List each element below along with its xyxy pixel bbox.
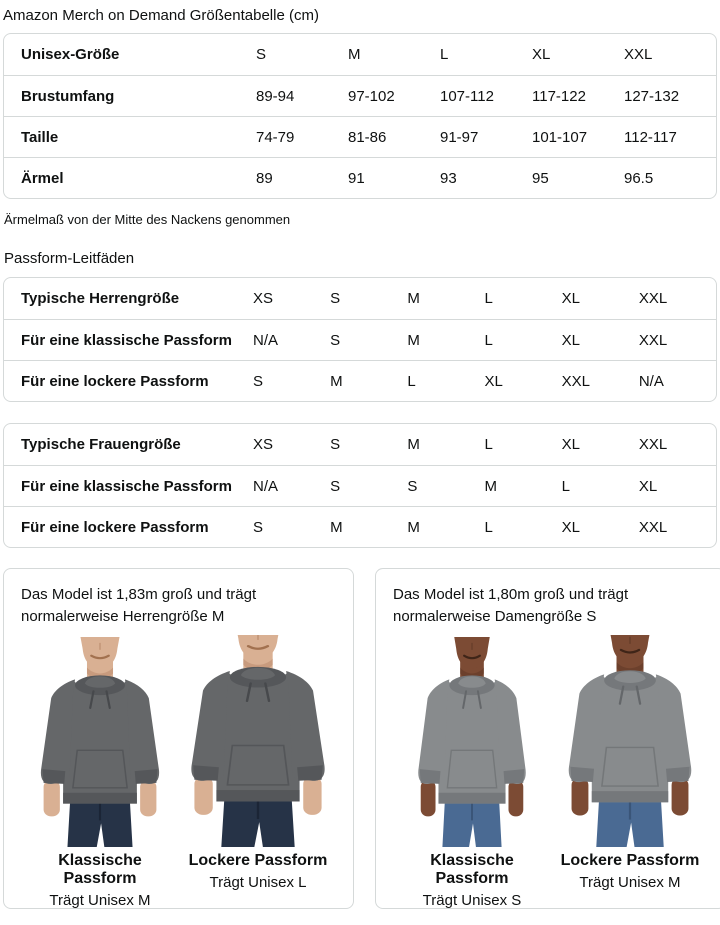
model-cards (3, 568, 717, 909)
fit-value: L (484, 331, 493, 349)
table-row (4, 116, 716, 157)
male-model-loose-fit-photo (179, 635, 337, 847)
table-row (4, 465, 716, 506)
fit-value: XS (253, 290, 274, 307)
row-label: Unisex-Größe (21, 46, 120, 63)
classic-fit-column (393, 635, 551, 909)
row-label: Typische Frauengröße (21, 436, 181, 453)
fit-caption-title: Klassische Passform (58, 851, 142, 887)
table-row (4, 360, 716, 401)
column-header: XL (532, 46, 551, 63)
female-model-card (375, 568, 720, 909)
page-title: Amazon Merch on Demand Größentabelle (cm) (3, 7, 319, 24)
female-model-loose-fit-photo (551, 635, 709, 847)
fit-value: S (330, 436, 341, 453)
sleeve-measure-note: Ärmelmaß von der Mitte des Nackens genommen (4, 212, 291, 227)
table-header-row (4, 34, 716, 75)
model-description: Das Model ist 1,80m groß und trägt normalerweise Damengröße S (393, 586, 629, 625)
unisex-size-table (3, 33, 717, 199)
fit-value: M (407, 518, 420, 536)
fit-value: XXL (638, 331, 668, 349)
fit-value: XL (561, 436, 581, 453)
size-value: 81-86 (348, 128, 387, 146)
fit-value: S (407, 477, 418, 495)
fit-value: XL (561, 331, 581, 349)
fit-value: M (407, 331, 420, 349)
fit-value: N/A (253, 331, 279, 349)
fit-value: S (253, 518, 264, 536)
table-row (4, 424, 716, 465)
fit-value: L (561, 477, 570, 495)
fit-photos (393, 635, 717, 909)
table-row (4, 278, 716, 319)
size-value: 74-79 (256, 128, 295, 146)
fit-value: S (330, 290, 341, 307)
row-label: Für eine lockere Passform (21, 518, 209, 536)
size-value: 91-97 (440, 128, 479, 146)
size-value: 96.5 (624, 169, 654, 187)
female-model-classic-fit-photo (393, 635, 551, 847)
row-label: Für eine klassische Passform (21, 331, 232, 349)
size-value: 89-94 (256, 87, 295, 105)
fit-value: M (407, 290, 420, 307)
size-value: 117-122 (532, 87, 586, 105)
fit-value: M (330, 372, 343, 390)
fit-value: L (484, 290, 493, 307)
loose-fit-column (179, 635, 337, 909)
size-value: 91 (348, 169, 365, 187)
male-model-classic-fit-photo (21, 635, 179, 847)
fit-value: XL (484, 372, 503, 390)
size-value: 107-112 (440, 87, 494, 105)
fit-value: XXL (638, 518, 668, 536)
size-value: 127-132 (624, 87, 680, 105)
size-value: 97-102 (348, 87, 395, 105)
fit-value: XXL (561, 372, 591, 390)
fit-caption-subtitle: Trägt Unisex M (49, 891, 151, 909)
womens-fit-table (3, 423, 717, 548)
column-header: S (256, 46, 267, 63)
male-model-card (3, 568, 354, 909)
fit-value: S (253, 372, 264, 390)
row-label: Taille (21, 128, 59, 146)
table-row (4, 75, 716, 116)
fit-caption-title: Lockere Passform (560, 851, 700, 869)
fit-value: N/A (253, 477, 279, 495)
fit-value: S (330, 477, 341, 495)
fit-value: L (407, 372, 416, 390)
size-value: 89 (256, 169, 273, 187)
table-row (4, 506, 716, 547)
fit-value: XL (561, 518, 581, 536)
column-header: M (348, 46, 361, 63)
row-label: Typische Herrengröße (21, 290, 180, 307)
fit-caption-subtitle: Trägt Unisex M (579, 873, 681, 891)
size-value: 95 (532, 169, 549, 187)
fit-value: XL (638, 477, 658, 495)
row-label: Für eine lockere Passform (21, 372, 209, 390)
column-header: L (440, 46, 449, 63)
fit-caption-subtitle: Trägt Unisex S (422, 891, 522, 909)
size-value: 112-117 (624, 128, 677, 146)
mens-fit-table (3, 277, 717, 402)
fit-guides-title: Passform-Leitfäden (4, 250, 135, 267)
row-label: Brustumfang (21, 87, 115, 105)
fit-value: L (484, 436, 493, 453)
model-description: Das Model ist 1,83m groß und trägt normalerweise Herrengröße M (21, 586, 257, 625)
classic-fit-column (21, 635, 179, 909)
fit-caption-title: Klassische Passform (430, 851, 514, 887)
fit-value: XXL (638, 290, 668, 307)
column-header: XXL (624, 46, 653, 63)
table-row (4, 319, 716, 360)
fit-caption-title: Lockere Passform (188, 851, 328, 869)
fit-value: XS (253, 436, 274, 453)
fit-value: XL (561, 290, 581, 307)
row-label: Für eine klassische Passform (21, 477, 232, 495)
table-row (4, 157, 716, 198)
row-label: Ärmel (21, 169, 64, 187)
fit-photos (21, 635, 345, 909)
fit-caption-subtitle: Trägt Unisex L (209, 873, 307, 891)
fit-value: L (484, 518, 493, 536)
fit-value: M (407, 436, 420, 453)
fit-value: M (484, 477, 497, 495)
fit-value: N/A (638, 372, 664, 390)
fit-value: S (330, 331, 341, 349)
size-value: 101-107 (532, 128, 588, 146)
fit-value: XXL (638, 436, 668, 453)
size-value: 93 (440, 169, 457, 187)
fit-value: M (330, 518, 343, 536)
loose-fit-column (551, 635, 709, 909)
